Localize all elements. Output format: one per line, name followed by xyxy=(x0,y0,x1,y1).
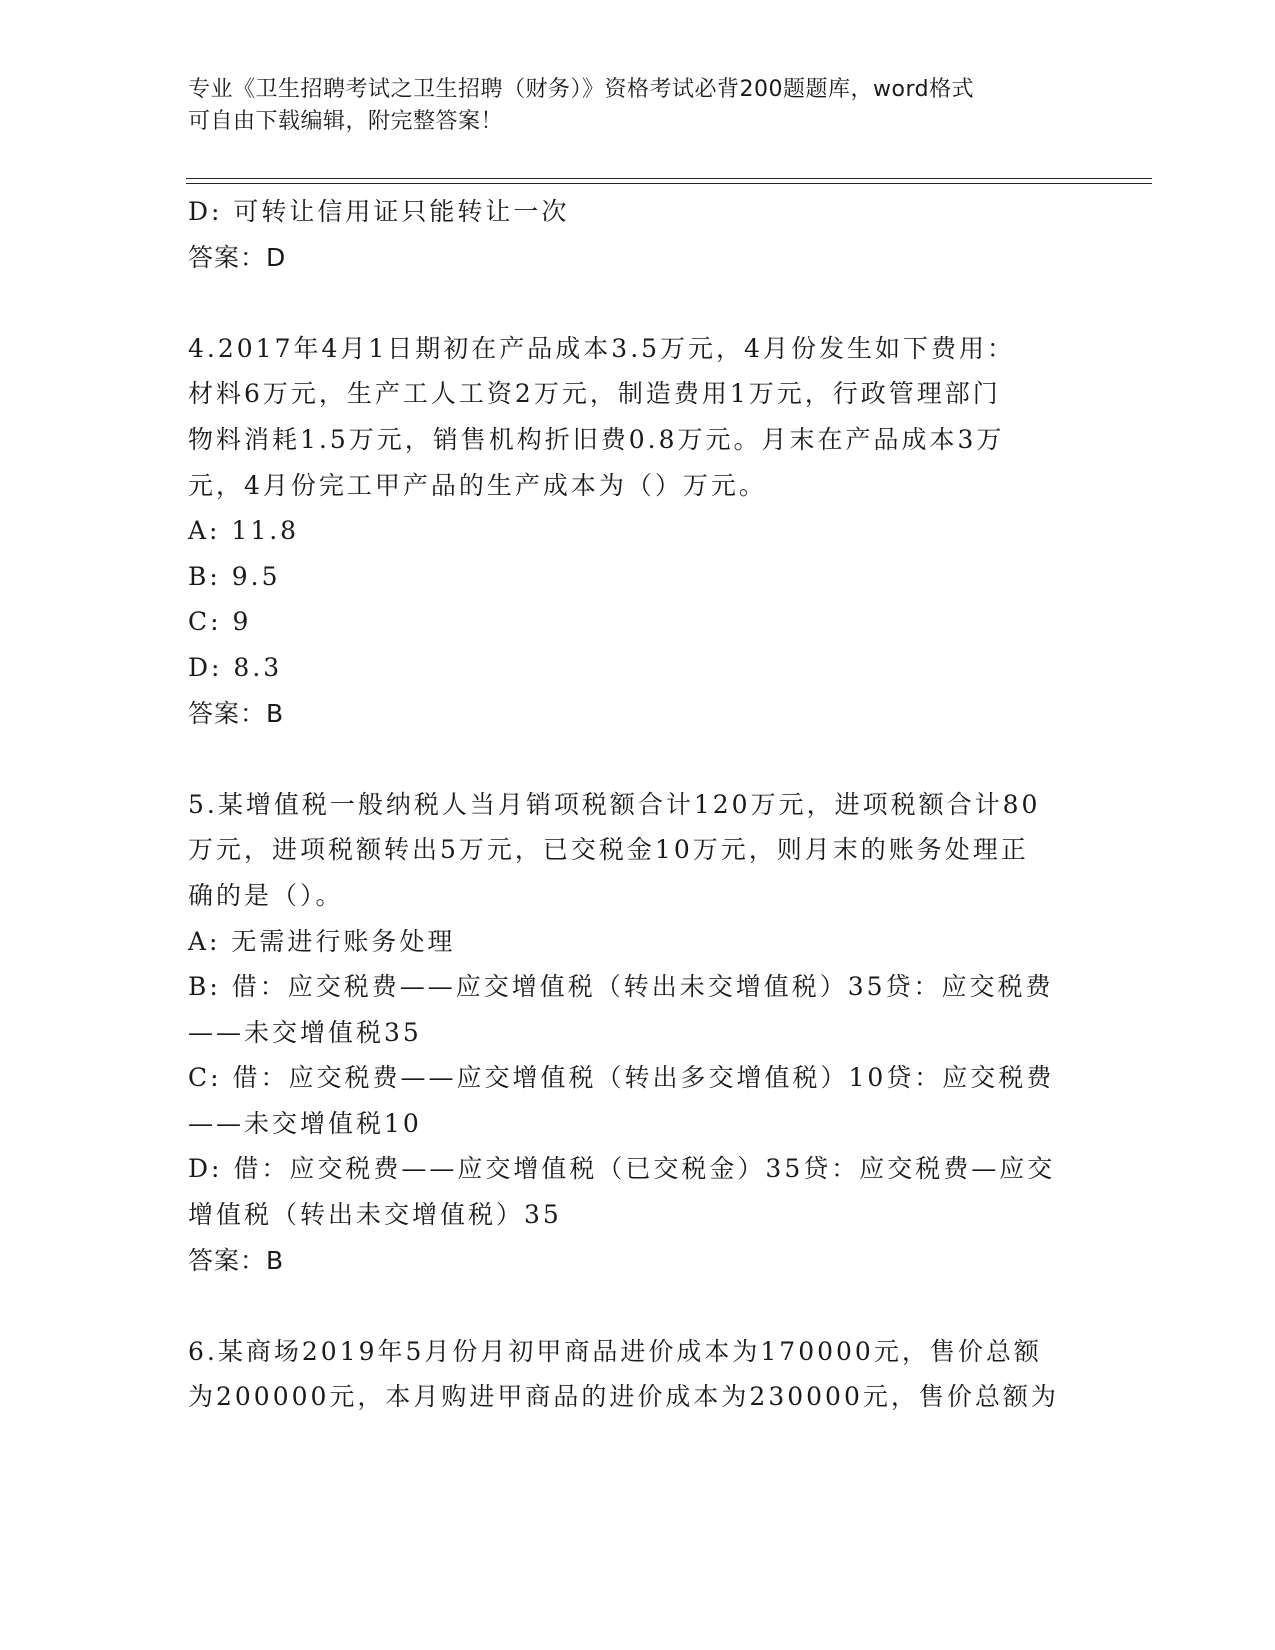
q5-option-d: D: 借：应交税费——应交增值税（已交税金）35贷：应交税费—应交 xyxy=(188,1154,1056,1184)
q5-option-c: C: 借：应交税费——应交增值税（转出多交增值税）10贷：应交税费 xyxy=(188,1063,1055,1093)
document-header xyxy=(188,74,1088,138)
q5-option-c-cont: ——未交增值税10 xyxy=(188,1108,422,1138)
document-body xyxy=(188,189,1088,1420)
q5-option-b-cont: ——未交增值税35 xyxy=(188,1017,422,1047)
header-divider-bottom xyxy=(186,183,1152,184)
q4-stem-line: 材料6万元，生产工人工资2万元，制造费用1万元，行政管理部门 xyxy=(188,379,1001,409)
spacer xyxy=(188,736,1088,782)
q6-stem-line: 为200000元，本月购进甲商品的进价成本为230000元，售价总额为 xyxy=(188,1382,1059,1412)
q5-stem-line: 确的是（）。 xyxy=(188,880,344,910)
header-line-1: 专业《卫生招聘考试之卫生招聘（财务）》资格考试必背200题题库，word格式 xyxy=(188,77,975,102)
q4-stem-line: 4.2017年4月1日期初在产品成本3.5万元，4月份发生如下费用： xyxy=(188,333,1015,363)
q3-answer: 答案：D xyxy=(188,242,287,272)
q5-answer: 答案：B xyxy=(188,1245,285,1275)
spacer xyxy=(188,280,1088,326)
header-line-2: 可自由下载编辑，附完整答案！ xyxy=(188,109,504,134)
header-divider-top xyxy=(186,178,1152,179)
q4-answer: 答案：B xyxy=(188,698,285,728)
q5-stem-line: 5.某增值税一般纳税人当月销项税额合计120万元，进项税额合计80 xyxy=(188,789,1041,819)
question-4 xyxy=(188,326,1088,736)
question-6 xyxy=(188,1329,1088,1420)
q5-stem-line: 万元，进项税额转出5万元，已交税金10万元，则月末的账务处理正 xyxy=(188,835,1029,865)
q4-option-c: C: 9 xyxy=(188,607,252,637)
q4-option-d: D: 8.3 xyxy=(188,652,283,682)
q4-option-b: B: 9.5 xyxy=(188,561,281,591)
q5-option-d-cont: 增值税（转出未交增值税）35 xyxy=(188,1200,562,1230)
q5-option-a: A: 无需进行账务处理 xyxy=(188,926,456,956)
q4-option-a: A: 11.8 xyxy=(188,516,300,546)
spacer xyxy=(188,1283,1088,1329)
q6-stem-line: 6.某商场2019年5月份月初甲商品进价成本为170000元，售价总额 xyxy=(188,1336,1042,1366)
q4-stem-line: 元，4月份完工甲产品的生产成本为（）万元。 xyxy=(188,470,767,500)
q4-stem-line: 物料消耗1.5万元，销售机构折旧费0.8万元。月末在产品成本3万 xyxy=(188,424,1005,454)
q3-option-d: D: 可转让信用证只能转让一次 xyxy=(188,197,570,226)
question-5 xyxy=(188,782,1088,1284)
q5-option-b: B: 借：应交税费——应交增值税（转出未交增值税）35贷：应交税费 xyxy=(188,972,1054,1002)
